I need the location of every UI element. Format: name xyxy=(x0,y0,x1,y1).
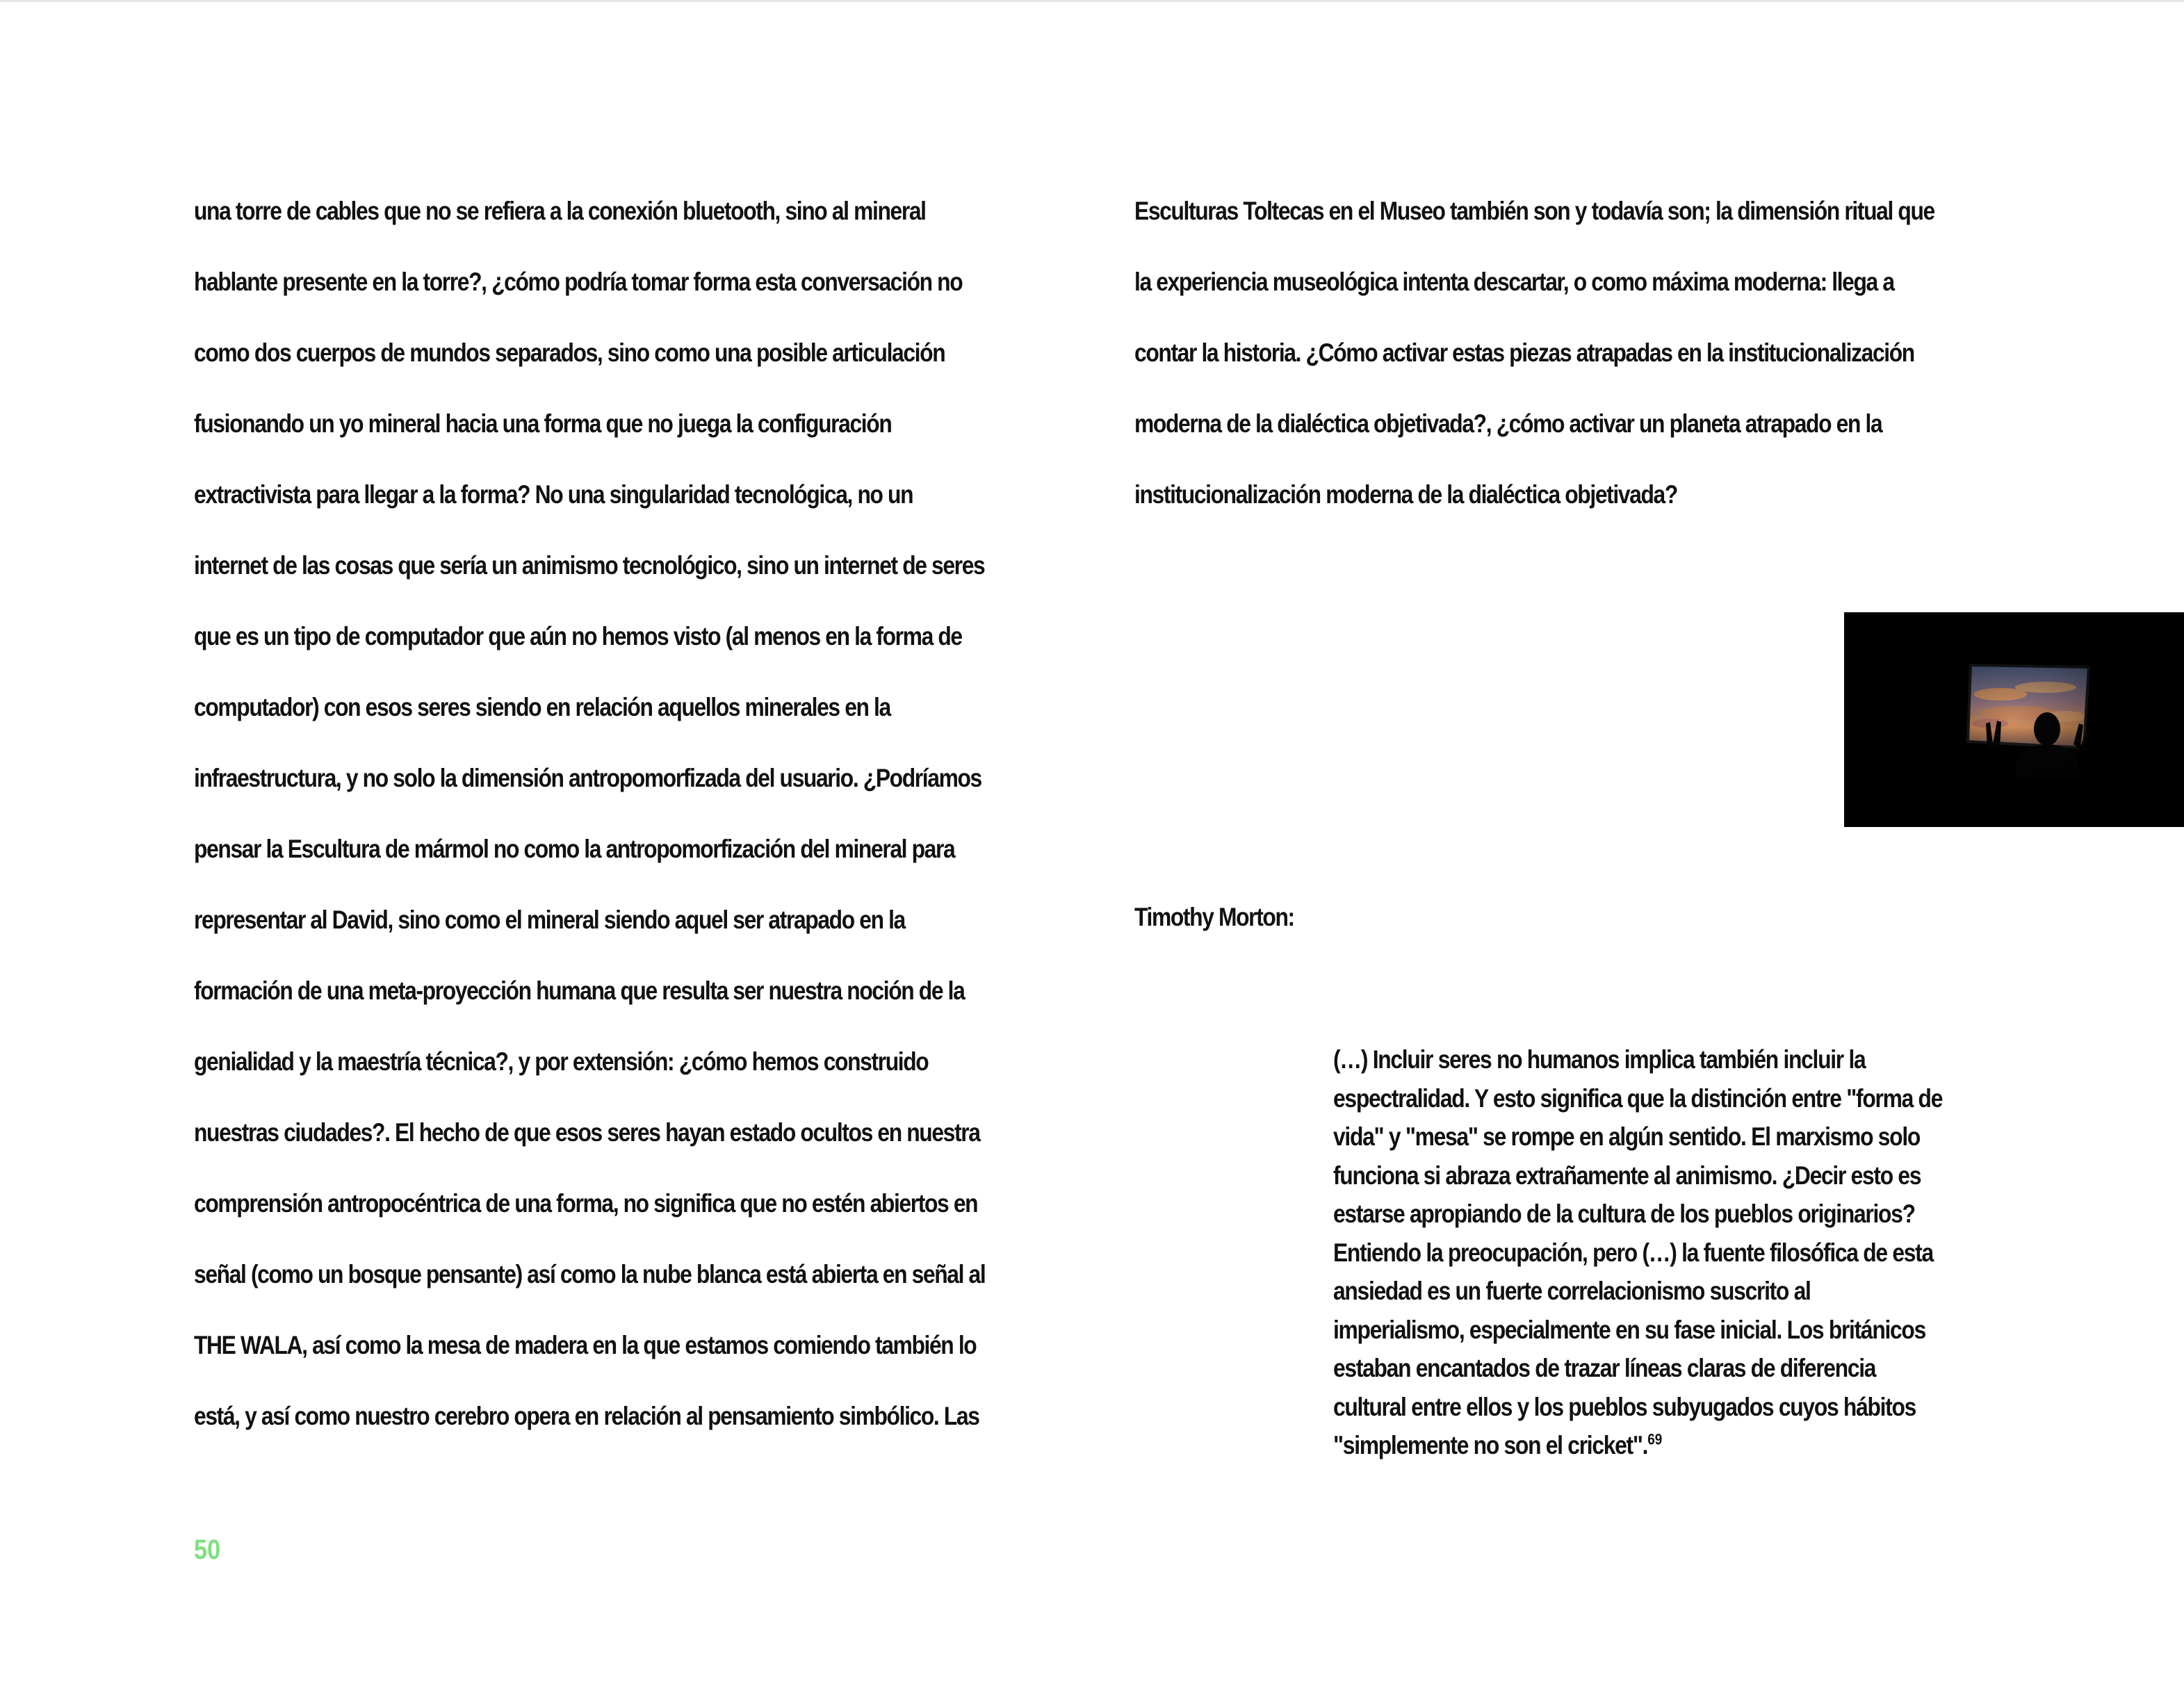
left-text-line: genialidad y la maestría técnica?, y por extensión: ¿cómo hemos construido xyxy=(194,1047,929,1076)
left-text-line: THE WALA, así como la mesa de madera en la que estamos comiendo también lo xyxy=(194,1331,977,1359)
left-text-column xyxy=(194,176,985,1452)
quote-last-line xyxy=(1333,1426,1942,1465)
page-number: 50 xyxy=(194,1534,221,1565)
quote-text-line: Entiendo la preocupación, pero (…) la fuente filosófica de esta xyxy=(1333,1238,1933,1267)
quote-text-line: funciona si abraza extrañamente al animismo. ¿Decir esto es xyxy=(1333,1161,1921,1190)
left-text-line: comprensión antropocéntrica de una forma, no significa que no estén abiertos en xyxy=(194,1189,978,1218)
right-text-line: Esculturas Toltecas en el Museo también son y todavía son; la dimensión ritual que xyxy=(1134,197,1934,225)
left-text-line: infraestructura, y no solo la dimensión antropomorfizada del usuario. ¿Podríamos xyxy=(194,764,981,792)
quote-text-line: ansiedad es un fuerte correlacionismo suscrito al xyxy=(1333,1277,1811,1305)
left-text-line: una torre de cables que no se refiera a la conexión bluetooth, sino al mineral xyxy=(194,197,926,225)
left-text-line: hablante presente en la torre?, ¿cómo podría tomar forma esta conversación no xyxy=(194,268,963,296)
left-text-line: extractivista para llegar a la forma? No una singularidad tecnológica, no un xyxy=(194,480,913,509)
top-rule xyxy=(0,0,2184,2)
right-text-line: moderna de la dialéctica objetivada?, ¿cómo activar un planeta atrapado en la xyxy=(1134,409,1882,438)
left-text-line: como dos cuerpos de mundos separados, sino como una posible articulación xyxy=(194,338,945,367)
quote-text-line: estarse apropiando de la cultura de los pueblos originarios? xyxy=(1333,1200,1915,1228)
quote-text-line: estaban encantados de trazar líneas claras de diferencia xyxy=(1333,1354,1876,1382)
right-text-line: institucionalización moderna de la dialéctica objetivada? xyxy=(1134,480,1677,509)
video-thumbnail[interactable] xyxy=(1844,612,2184,827)
left-text-line: nuestras ciudades?. El hecho de que esos seres hayan estado ocultos en nuestra xyxy=(194,1118,980,1147)
right-text-line: la experiencia museológica intenta descartar, o como máxima moderna: llega a xyxy=(1134,268,1894,296)
left-text-line: pensar la Escultura de mármol no como la antropomorfización del mineral para xyxy=(194,835,955,863)
quote-text-line: espectralidad. Y esto significa que la distinción entre "forma de xyxy=(1333,1083,1943,1113)
quote-text-line: imperialismo, especialmente en su fase inicial. Los británicos xyxy=(1333,1315,1925,1344)
right-text-column xyxy=(1134,176,1934,530)
quote-text-line: (…) Incluir seres no humanos implica también incluir la xyxy=(1333,1045,1866,1074)
footnote-marker[interactable]: 69 xyxy=(1647,1430,1663,1448)
block-quote xyxy=(1333,1040,1942,1465)
sunset-window-silhouette-icon xyxy=(1844,612,2184,827)
quote-text-line: cultural entre ellos y los pueblos subyugados cuyos hábitos xyxy=(1333,1392,1916,1421)
speaker-label: Timothy Morton: xyxy=(1134,903,1294,931)
left-text-line: fusionando un yo mineral hacia una forma que no juega la configuración xyxy=(194,409,892,438)
left-text-line: está, y así como nuestro cerebro opera en relación al pensamiento simbólico. Las xyxy=(194,1402,979,1430)
quote-last-line-text: "simplemente no son el cricket". xyxy=(1333,1431,1648,1459)
left-text-line: internet de las cosas que sería un animismo tecnológico, sino un internet de seres xyxy=(194,551,985,580)
left-text-line: representar al David, sino como el mineral siendo aquel ser atrapado en la xyxy=(194,906,905,934)
left-text-line: señal (como un bosque pensante) así como la nube blanca está abierta en señal al xyxy=(194,1260,986,1288)
right-text-line: contar la historia. ¿Cómo activar estas piezas atrapadas en la institucionalización xyxy=(1134,338,1914,367)
left-text-line: computador) con esos seres siendo en relación aquellos minerales en la xyxy=(194,693,890,721)
left-text-line: formación de una meta-proyección humana que resulta ser nuestra noción de la xyxy=(194,976,965,1005)
left-text-line: que es un tipo de computador que aún no hemos visto (al menos en la forma de xyxy=(194,622,962,650)
quote-text-line: vida" y "mesa" se rompe en algún sentido. El marxismo solo xyxy=(1333,1122,1921,1151)
